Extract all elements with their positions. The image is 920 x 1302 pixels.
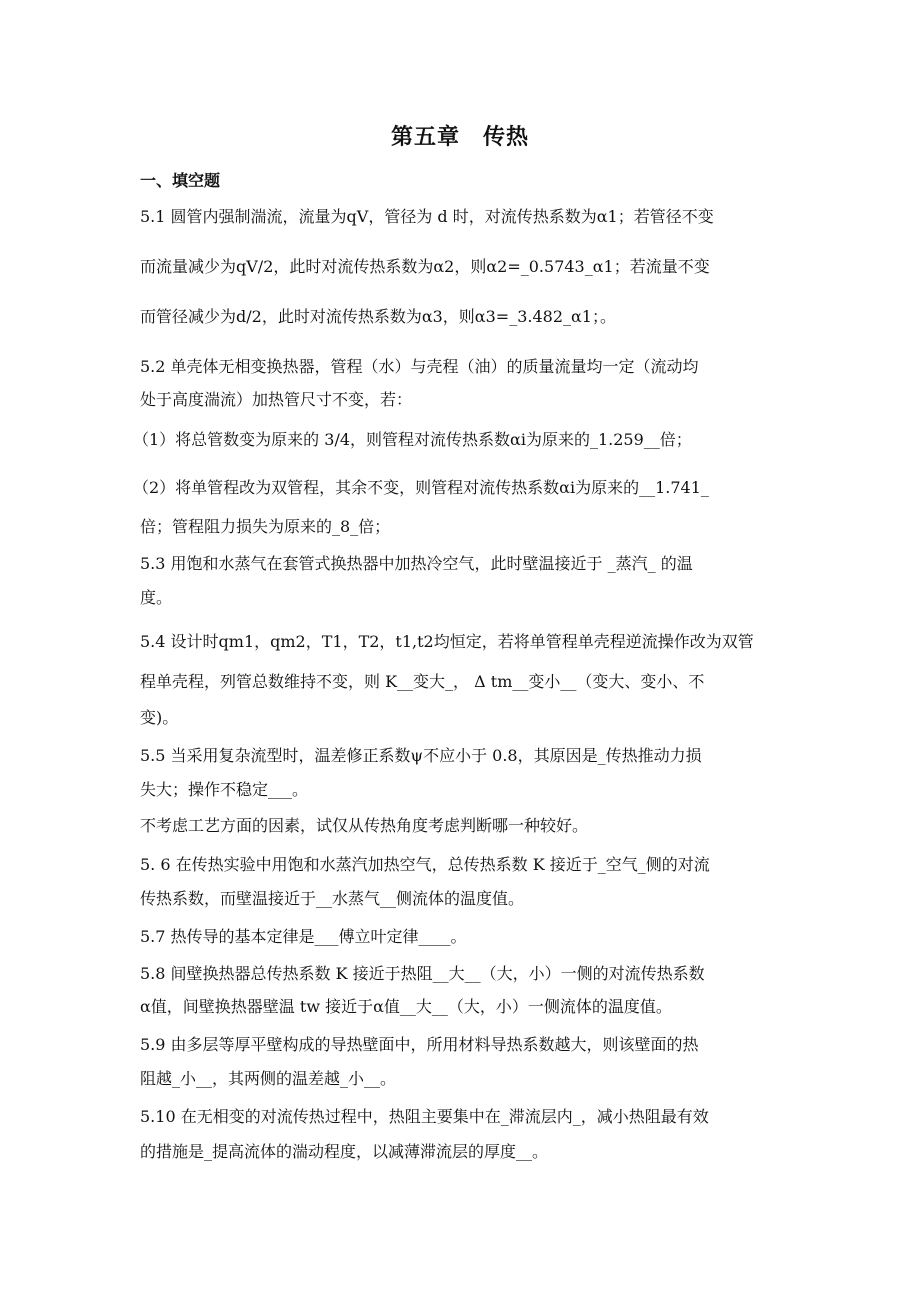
text-line: 5.5 当采用复杂流型时，温差修正系数ψ不应小于 0.8，其原因是_传热推动力损 [140,746,702,765]
text-line: 处于高度湍流）加热管尺寸不变，若： [140,390,413,409]
text-line: 5. 6 在传热实验中用饱和水蒸汽加热空气，总传热系数 K 接近于_空气_侧的对流 [140,855,710,874]
text-line: 的措施是_提高流体的湍动程度，以减薄滞流层的厚度__。 [140,1142,549,1161]
chapter-title: 第五章 传热 [390,125,529,150]
text-line: （2）将单管程改为双管程，其余不变，则管程对流传热系数αi为原来的__1.741_ [133,478,709,497]
text-line: 度。 [140,588,173,607]
text-line: 5.3 用饱和水蒸气在套管式换热器中加热冷空气，此时壁温接近于 _蒸汽_ 的温 [140,554,693,573]
text-line: 传热系数，而壁温接近于__水蒸气__侧流体的温度值。 [140,889,525,908]
text-line: 而管径减少为d/2，此时对流传热系数为α3，则α3=_3.482_α1；。 [140,307,616,326]
text-line: 5.7 热传导的基本定律是___傅立叶定律____。 [140,927,467,946]
text-line: （1）将总管数变为原来的 3/4，则管程对流传热系数αi为原来的_1.259__倍； [133,430,692,449]
text-line: 失大；操作不稳定___。 [140,780,309,799]
text-line: 5.10 在无相变的对流传热过程中，热阻主要集中在_滞流层内_，减小热阻最有效 [140,1107,709,1126]
section-heading: 一、填空题 [140,171,221,190]
text-line: 而流量减少为qV/2，此时对流传热系数为α2，则α2=_0.5743_α1；若流量不变 [140,257,710,276]
text-line: 5.1 圆管内强制湍流，流量为qV，管径为 d 时，对流传热系数为α1；若管径不变 [140,207,714,226]
text-line: 5.9 由多层等厚平壁构成的导热壁面中，所用材料导热系数越大，则该壁面的热 [140,1035,699,1054]
text-line: 不考虑工艺方面的因素，试仅从传热角度考虑判断哪一种较好。 [140,816,589,835]
text-line: 5.2 单壳体无相变换热器，管程（水）与壳程（油）的质量流量均一定（流动均 [140,357,699,376]
text-line: 阻越_小__，其两侧的温差越_小__。 [140,1069,397,1088]
text-line: 倍；管程阻力损失为原来的_8_倍； [140,517,391,536]
text-line: α值，间壁换热器壁温 tw 接近于α值__大__（大，小）一侧流体的温度值。 [140,997,672,1016]
text-line: 5.4 设计时qm1，qm2，T1，T2，t1,t2均恒定，若将单管程单壳程逆流操作改为双管 [140,632,754,651]
text-line: 5.8 间壁换热器总传热系数 K 接近于热阻__大__（大，小）一侧的对流传热系数 [140,964,705,983]
text-line: 程单壳程，列管总数维持不变，则 K__变大_， Δ tm__变小__（变大、变小、不 [140,672,705,691]
text-line: 变)。 [140,708,179,727]
